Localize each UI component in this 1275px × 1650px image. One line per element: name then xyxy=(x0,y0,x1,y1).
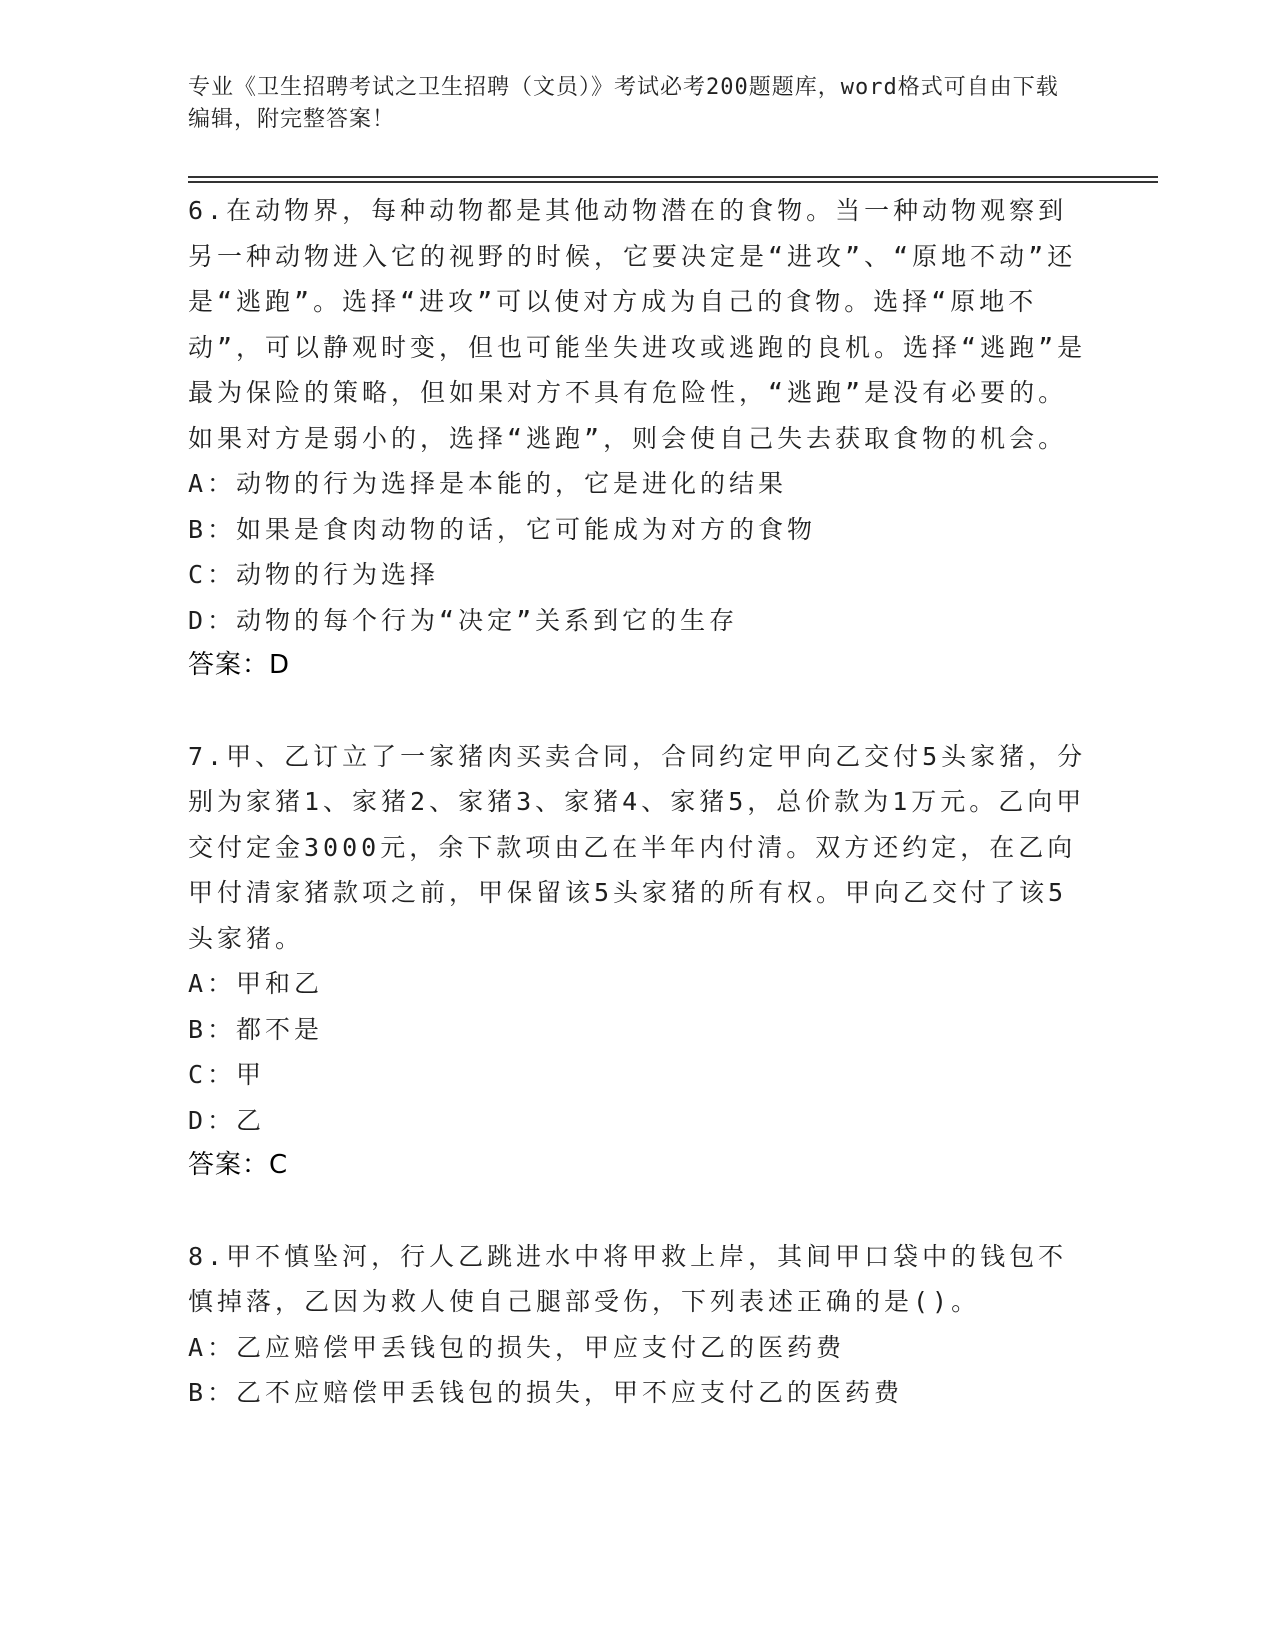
option-b: B：都不是 xyxy=(188,1014,324,1044)
header-divider-top xyxy=(188,176,1158,178)
question-spacer xyxy=(188,689,1088,734)
option-a: A：甲和乙 xyxy=(188,969,324,998)
answer-label: 答案：C xyxy=(188,1150,289,1180)
option-b: B：如果是食肉动物的话，它可能成为对方的食物 xyxy=(188,514,817,544)
question-6 xyxy=(188,188,1088,689)
option-d: D：乙 xyxy=(188,1105,266,1135)
option-a: A：乙应赔偿甲丢钱包的损失，甲应支付乙的医药费 xyxy=(188,1332,846,1362)
question-7 xyxy=(188,734,1088,1189)
question-8 xyxy=(188,1234,1088,1416)
question-text: 7.甲、乙订立了一家猪肉买卖合同，合同约定甲向乙交付5头家猪，分别为家猪1、家猪2、家猪3、家猪4、家猪5，总价款为1万元。乙向甲交付定金3000元，余下款项由乙在半年内付清。双方还约定，在乙向甲付清家猪款项之前，甲保留该5头家猪的所有权。甲向乙交付了该5头家猪。 xyxy=(188,741,1087,953)
question-list xyxy=(188,188,1088,1416)
header-divider-bottom xyxy=(188,181,1158,183)
question-text: 6.在动物界，每种动物都是其他动物潜在的食物。当一种动物观察到另一种动物进入它的视野的时候，它要决定是“进攻”、“原地不动”还是“逃跑”。选择“进攻”可以使对方成为自己的食物。选择“原地不动”，可以静观时变，但也可能坐失进攻或逃跑的良机。选择“逃跑”是最为保险的策略，但如果对方不具有危险性，“逃跑”是没有必要的。如果对方是弱小的，选择“逃跑”，则会使自己失去获取食物的机会。 xyxy=(188,196,1087,453)
answer-label: 答案：D xyxy=(188,650,291,680)
option-b: B：乙不应赔偿甲丢钱包的损失，甲不应支付乙的医药费 xyxy=(188,1378,904,1407)
option-c: C：甲 xyxy=(188,1060,266,1089)
option-d: D：动物的每个行为“决定”关系到它的生存 xyxy=(188,605,739,635)
question-text: 8.甲不慎坠河，行人乙跳进水中将甲救上岸，其间甲口袋中的钱包不慎掉落，乙因为救人使自己腿部受伤，下列表述正确的是()。 xyxy=(188,1241,1068,1316)
document-header: 专业《卫生招聘考试之卫生招聘（文员）》考试必考200题题库，word格式可自由下载编辑，附完整答案！ xyxy=(188,75,1059,132)
option-a: A：动物的行为选择是本能的，它是进化的结果 xyxy=(188,469,788,498)
option-c: C：动物的行为选择 xyxy=(188,560,440,589)
question-spacer xyxy=(188,1189,1088,1234)
